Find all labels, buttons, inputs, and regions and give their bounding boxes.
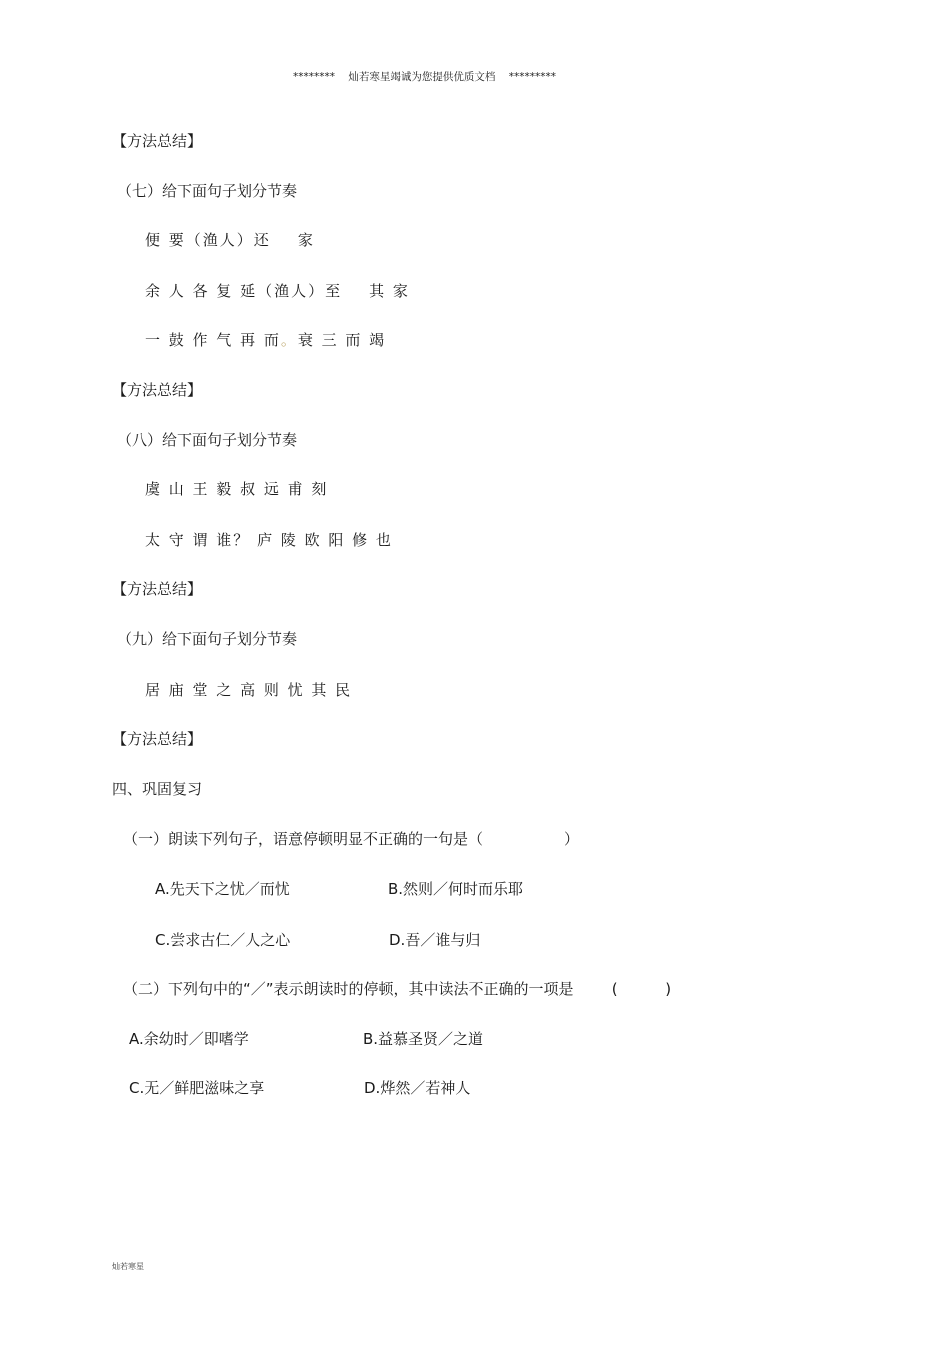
practice-2-stem: （二）下列句中的“／”表示朗读时的停顿，其中读法不正确的一项是 ( ): [123, 980, 672, 998]
question-7-sentence-1: 便 要（渔人）还 家: [145, 231, 315, 249]
method-summary-heading: 【方法总结】: [112, 132, 203, 150]
page-footer: 灿若寒星: [112, 1262, 144, 1271]
practice-1-stem: （一）朗读下列句子，语意停顿明显不正确的一句是（ ）: [123, 830, 580, 848]
practice-1-option-c: C.尝求古仁／人之心: [155, 931, 291, 949]
section-4-heading: 四、巩固复习: [112, 780, 203, 798]
question-7-sentence-3: [145, 330, 386, 350]
practice-1-option-b: B.然则／何时而乐耶: [388, 880, 524, 898]
sentence-part: 衰 三 而 竭: [297, 331, 387, 349]
practice-2-option-c: C.无／鲜肥滋味之享: [129, 1079, 265, 1097]
practice-2-option-d: D.烨然／若神人: [364, 1079, 471, 1097]
question-8-sentence-2: 太 守 谓 谁？ 庐 陵 欧 阳 修 也: [145, 531, 393, 549]
question-8-title: （八）给下面句子划分节奏: [117, 431, 298, 449]
practice-2-option-a: A.余幼时／即嗜学: [129, 1030, 249, 1048]
method-summary-heading: 【方法总结】: [112, 580, 203, 598]
question-9-sentence-1: 居 庙 堂 之 高 则 忧 其 民: [145, 681, 353, 699]
question-9-title: （九）给下面句子划分节奏: [117, 630, 298, 648]
question-7-title: （七）给下面句子划分节奏: [117, 182, 298, 200]
practice-2-option-b: B.益慕圣贤／之道: [363, 1030, 484, 1048]
question-8-sentence-1: 虞 山 王 毅 叔 远 甫 刻: [145, 480, 329, 498]
question-7-sentence-2: 余 人 各 复 延（渔人）至 其 家: [145, 282, 410, 300]
punctuation-mark: 。: [280, 331, 298, 349]
practice-1-option-a: A.先天下之忧／而忧: [155, 880, 290, 898]
practice-1-option-d: D.吾／谁与归: [389, 931, 481, 949]
sentence-part: 一 鼓 作 气 再 而: [145, 331, 281, 349]
method-summary-heading: 【方法总结】: [112, 730, 203, 748]
page-header: ******** 灿若寒星竭诚为您提供优质文档 *********: [293, 71, 556, 83]
method-summary-heading: 【方法总结】: [112, 381, 203, 399]
